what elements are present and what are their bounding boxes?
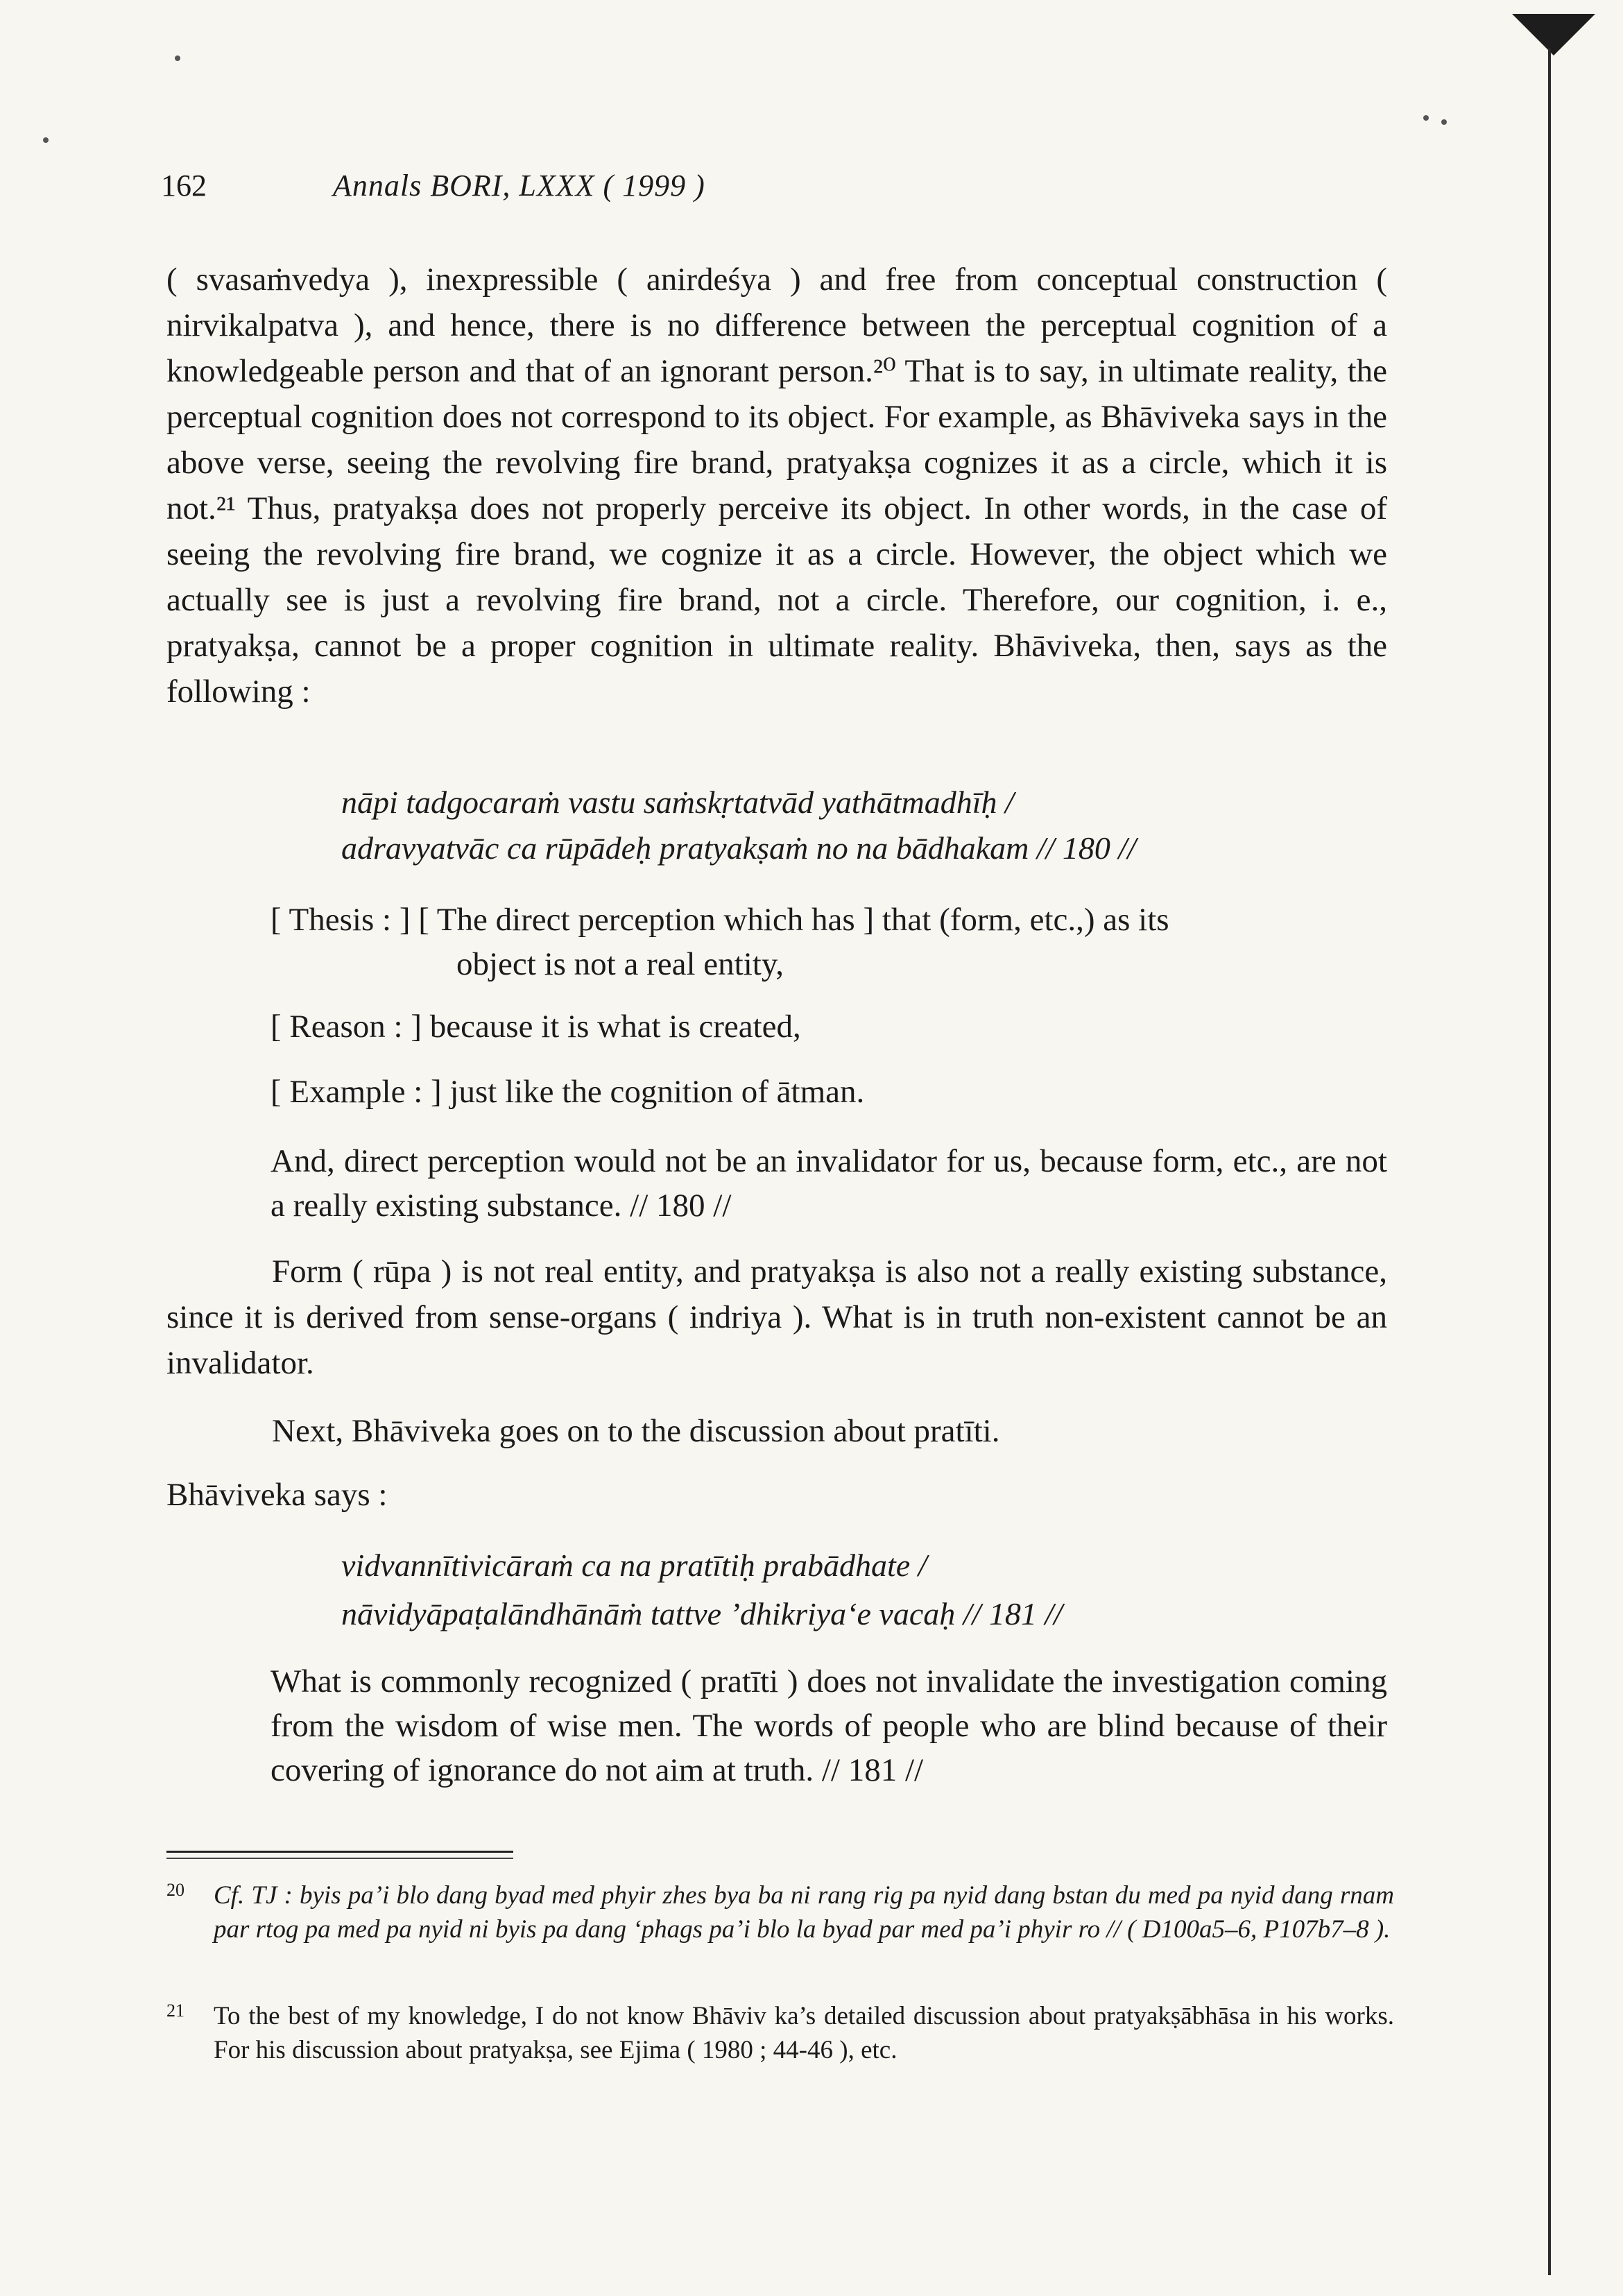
paragraph-form: Form ( rūpa ) is not real entity, and pratyakṣa is also not a really existing substance, since it is derived from sense-organs ( indriya ). What is in truth non-existent cannot be an invalidator. [166,1253,1387,1381]
page-edge-shadow [1512,14,1595,55]
footnote-text: To the best of my knowledge, I do not know Bhāviv ka’s detailed discussion about pratyakṣābhāsa in his works. For his discussion about pratyakṣa, see Ejima ( 1980 ; 44-46 ), etc. [214,2002,1394,2064]
scan-speck [1423,115,1429,121]
paragraph-what: What is commonly recognized ( pratīti ) does not invalidate the investigation coming from the wisdom of wise men. The words of people who are blind because of their covering of ignorance do not aim at truth. // 181 // [270,1663,1387,1788]
paragraph-next: Next, Bhāviveka goes on to the discussion about pratīti. [272,1413,1000,1449]
paragraph-intro: ( svasaṁvedya ), inexpressible ( anirdeśya ) and free from conceptual construction ( nirvikalpatva ), and hence, there is no difference between the perceptual cognition of a knowledgeable person and that of an ignorant person.²⁰ That is to say, in ultimate reality, the perceptual cognition does not correspond to its object. For example, as Bhāviveka says in the above verse, seeing the revolving fire brand, pratyakṣa cognizes it as a circle, which it is not.²¹ Thus, pratyakṣa does not properly perceive its object. In other words, in the case of seeing the revolving fire brand, we cognize it as a circle. However, the object which we actually see is just a revolving fire brand, not a circle. Therefore, our cognition, i. e., pratyakṣa, cannot be a proper cognition in ultimate reality. Bhāviveka, then, says as the following : [166,262,1387,710]
footnote-21 [166,1999,1394,2067]
footnote-text: Cf. TJ : byis pa’i blo dang byad med phyir zhes bya ba ni rang rig pa nyid dang bstan du med pa nyid dang rnam par rtog pa med pa nyid ni byis pa dang ‘phags pa’i blo la byad par med pa’i phyir ro // ( D100a5–6, P107b7–8 ). [214,1881,1394,1944]
reason-line: [ Reason : ] because it is what is created, [270,1009,801,1045]
thesis-line: [ Thesis : ] [ The direct perception which has ] that (form, etc.,) as its [270,902,1169,938]
paragraph-bhaviveka-says: Bhāviveka says : [166,1477,388,1513]
verse-181-line-2: nāvidyāpaṭalāndhānāṁ tattve ’dhikriya‘e vacaḥ // 181 // [341,1596,1063,1631]
thesis-block [270,898,1387,986]
scan-speck [175,55,180,61]
footnote-20 [166,1878,1394,1946]
thesis-continuation: object is not a real entity, [456,946,784,982]
page-header [161,168,1271,216]
scan-speck [43,137,49,143]
example-line: [ Example : ] just like the cognition of ātman. [270,1074,865,1110]
page-number: 162 [161,169,207,203]
running-head: Annals BORI, LXXX ( 1999 ) [333,169,705,203]
footnote-marker: 20 [166,1880,184,1900]
footnote-rule [166,1851,513,1853]
page-edge-line [1548,49,1551,2275]
footnote-rule-secondary [166,1858,513,1859]
paragraph-and: And, direct perception would not be an invalidator for us, because form, etc., are not a really existing substance. // 180 // [270,1143,1387,1224]
footnote-marker: 21 [166,2001,184,2021]
verse-180-line-1: nāpi tadgocaraṁ vastu saṁskṛtatvād yathātmadhīḥ / [341,785,1014,820]
verse-181-line-1: vidvannītivicāraṁ ca na pratītiḥ prabādhate / [341,1548,927,1583]
scan-speck [1441,119,1447,125]
verse-180-line-2: adravyatvāc ca rūpādeḥ pratyakṣaṁ no na bādhakam // 180 // [341,830,1136,866]
